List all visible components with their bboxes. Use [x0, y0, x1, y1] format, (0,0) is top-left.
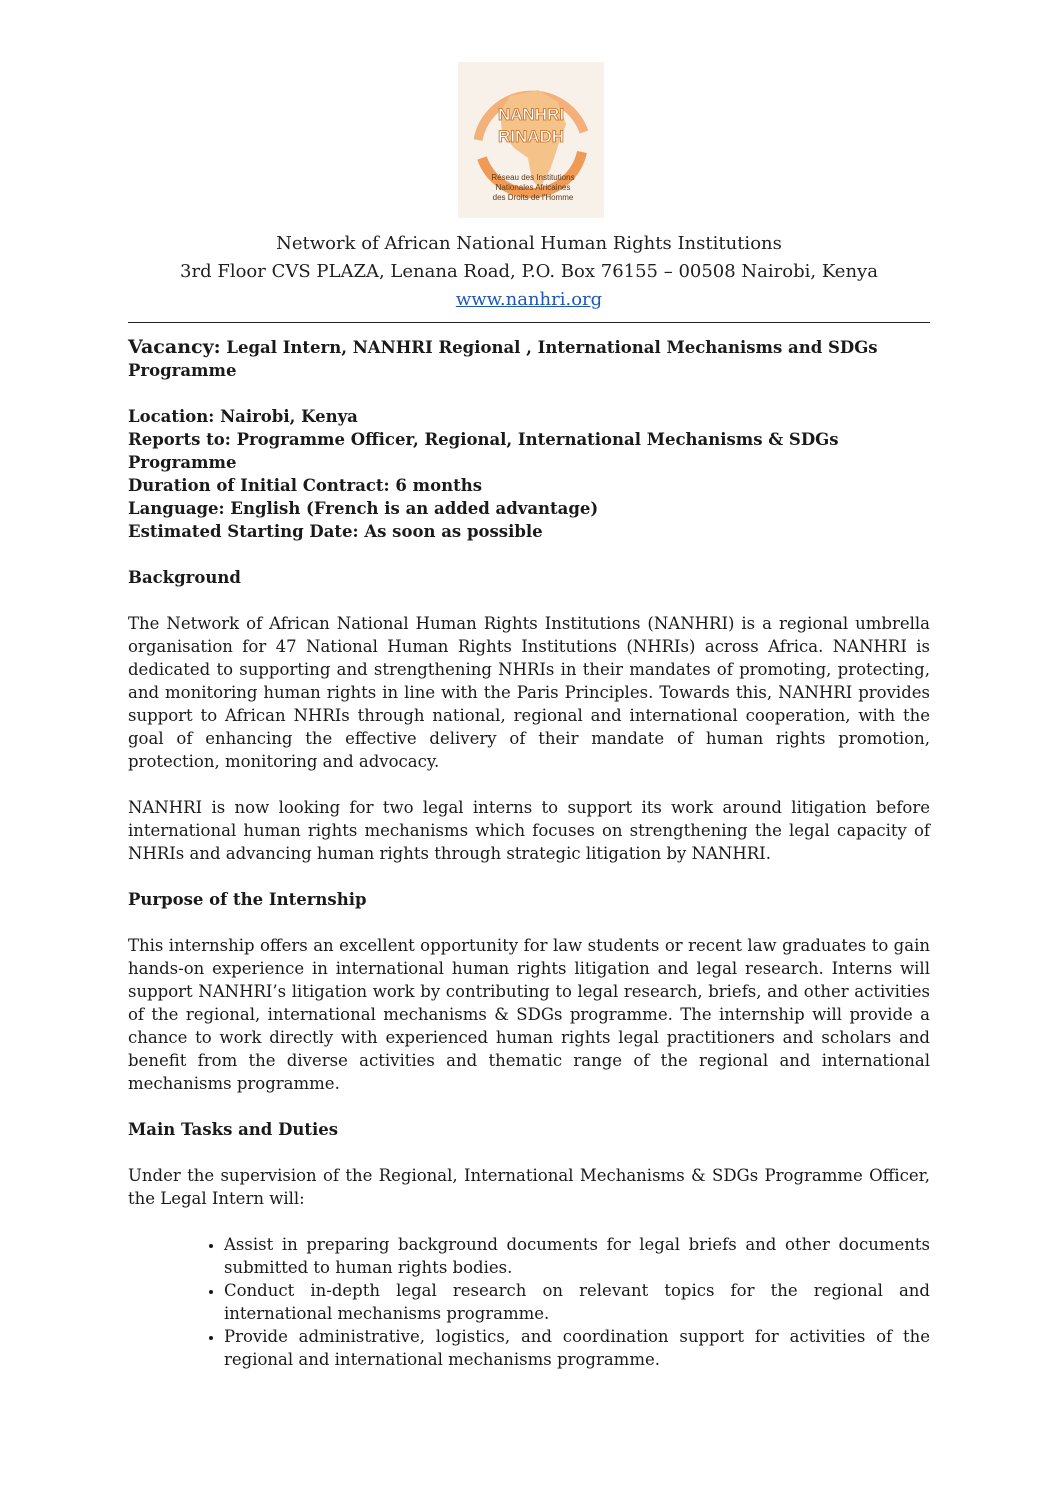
- detail-location: Location: Nairobi, Kenya: [128, 407, 358, 426]
- background-heading: Background: [128, 568, 241, 587]
- header-divider: [128, 322, 930, 323]
- svg-text:Nationales Africaines: Nationales Africaines: [495, 183, 571, 192]
- org-name: Network of African National Human Rights Institutions: [276, 233, 782, 254]
- tasks-heading: Main Tasks and Duties: [128, 1120, 339, 1139]
- list-item: • Conduct in-depth legal research on relevant topics for the regional and international mechanisms programme.: [224, 1279, 930, 1325]
- nanhri-logo: [458, 62, 604, 218]
- vacancy-title: [128, 336, 930, 382]
- org-header: [128, 230, 930, 314]
- svg-text:NANHRI: NANHRI: [497, 105, 565, 124]
- vacancy-details: [128, 405, 930, 543]
- vacancy-lead: Vacancy:: [128, 336, 221, 358]
- list-item: • Assist in preparing background documents for legal briefs and other documents submitted to human rights bodies.: [224, 1233, 930, 1279]
- svg-text:RINADH: RINADH: [497, 127, 565, 146]
- org-address: 3rd Floor CVS PLAZA, Lenana Road, P.O. Box 76155 – 00508 Nairobi, Kenya: [180, 261, 878, 282]
- document-body: [128, 336, 930, 1371]
- detail-start-date: Estimated Starting Date: As soon as possible: [128, 522, 543, 541]
- background-paragraph-1: The Network of African National Human Rights Institutions (NANHRI) is a regional umbrella organisation for 47 National Human Rights Institutions (NHRIs) across Africa. NANHRI is dedicated to supporting and strengthening NHRIs in their mandates of promoting, protecting, and monitoring human rights in line with the Paris Principles. Towards this, NANHRI provides support to African NHRIs through national, regional and international cooperation, with the goal of enhancing the effective delivery of their mandate of human rights promotion, protection, monitoring and advocacy.: [128, 614, 930, 771]
- svg-text:des Droits de l'Homme: des Droits de l'Homme: [492, 193, 574, 202]
- vacancy-position: Legal Intern, NANHRI Regional , International Mechanisms and SDGs Programme: [128, 338, 878, 380]
- detail-language: Language: English (French is an added advantage): [128, 499, 599, 518]
- list-item: • Provide administrative, logistics, and coordination support for activities of the regional and international mechanisms programme.: [224, 1325, 930, 1371]
- tasks-list: [128, 1233, 930, 1371]
- detail-duration: Duration of Initial Contract: 6 months: [128, 476, 482, 495]
- detail-reports-to: Reports to: Programme Officer, Regional, International Mechanisms & SDGs Programme: [128, 430, 839, 472]
- tasks-intro: Under the supervision of the Regional, International Mechanisms & SDGs Programme Officer, the Legal Intern will:: [128, 1166, 930, 1208]
- website-link[interactable]: www.nanhri.org: [455, 289, 603, 310]
- svg-text:Réseau des Institutions: Réseau des Institutions: [491, 173, 575, 182]
- purpose-heading: Purpose of the Internship: [128, 890, 367, 909]
- purpose-paragraph: This internship offers an excellent opportunity for law students or recent law graduates to gain hands-on experience in international human rights litigation and legal research. Interns will support NANHRI’s litigation work by contributing to legal research, briefs, and other activities of the regional, international mechanisms & SDGs programme. The internship will provide a chance to work directly with experienced human rights legal practitioners and scholars and benefit from the diverse activities and thematic range of the regional and international mechanisms programme.: [128, 936, 930, 1093]
- background-paragraph-2: NANHRI is now looking for two legal interns to support its work around litigation before international human rights mechanisms which focuses on strengthening the legal capacity of NHRIs and advancing human rights through strategic litigation by NANHRI.: [128, 798, 930, 863]
